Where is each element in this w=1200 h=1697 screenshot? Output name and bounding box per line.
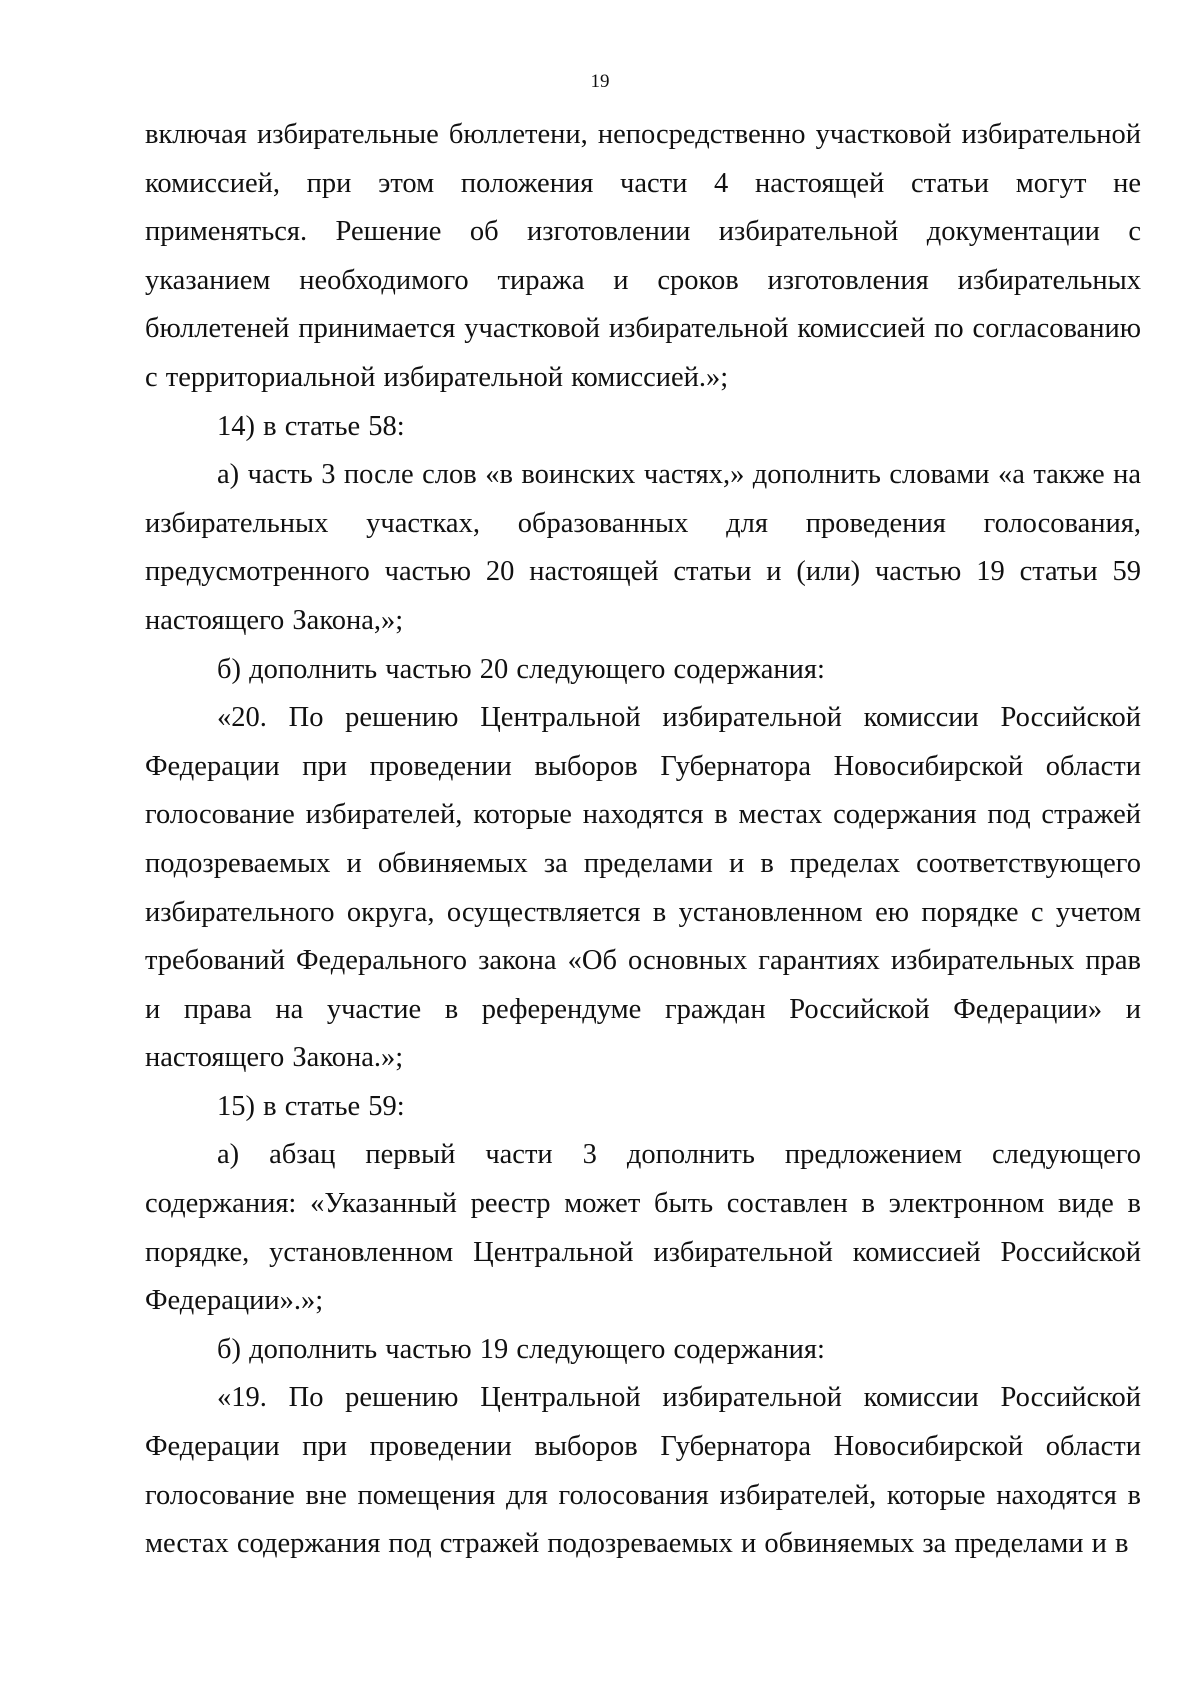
paragraph-continuation: включая избирательные бюллетени, непосредственно участковой избирательной комиссией, при этом положения части 4 настоящей статьи могут не применяться. Решение об изготовлении избирательной документации с указанием необходимого тиража и сроков изготовления избирательных бюллетеней принимается участковой избирательной комиссией по согласованию с территориальной избирательной комиссией.»; <box>145 119 1141 393</box>
paragraph-part-19: «19. По решению Центральной избирательной комиссии Российской Федерации при проведении выборов Губернатора Новосибирской области голосование вне помещения для голосования избирателей, которые находятся в местах содержания под стражей подозреваемых и обвиняемых за пределами и в <box>145 1382 1141 1560</box>
paragraph-part-20: «20. По решению Центральной избирательной комиссии Российской Федерации при проведении выборов Губернатора Новосибирской области голосование избирателей, которые находятся в местах содержания под стражей подозреваемых и обвиняемых за пределами и в пределах соответствующего избирательного округа, осуществляется в установленном ею порядке с учетом требований Федерального закона «Об основных гарантиях избирательных прав и права на участие в референдуме граждан Российской Федерации» и настоящего Закона.»; <box>145 702 1141 1074</box>
document-body <box>145 111 1141 1569</box>
paragraph-item-15: 15) в статье 59: <box>217 1090 405 1122</box>
paragraph-item-14b: б) дополнить частью 20 следующего содержания: <box>217 653 825 685</box>
paragraph-item-15b: б) дополнить частью 19 следующего содержания: <box>217 1333 825 1365</box>
paragraph-item-15a: а) абзац первый части 3 дополнить предложением следующего содержания: «Указанный реестр может быть составлен в электронном виде в порядке, установленном Центральной избирательной комиссией Российской Федерации».»; <box>145 1139 1141 1317</box>
paragraph-item-14: 14) в статье 58: <box>217 410 405 442</box>
paragraph-item-14a: а) часть 3 после слов «в воинских частях,» дополнить словами «а также на избирательных участках, образованных для проведения голосования, предусмотренного частью 20 настоящей статьи и (или) частью 19 статьи 59 настоящего Закона,»; <box>145 459 1141 636</box>
page-number: 19 <box>590 71 610 92</box>
